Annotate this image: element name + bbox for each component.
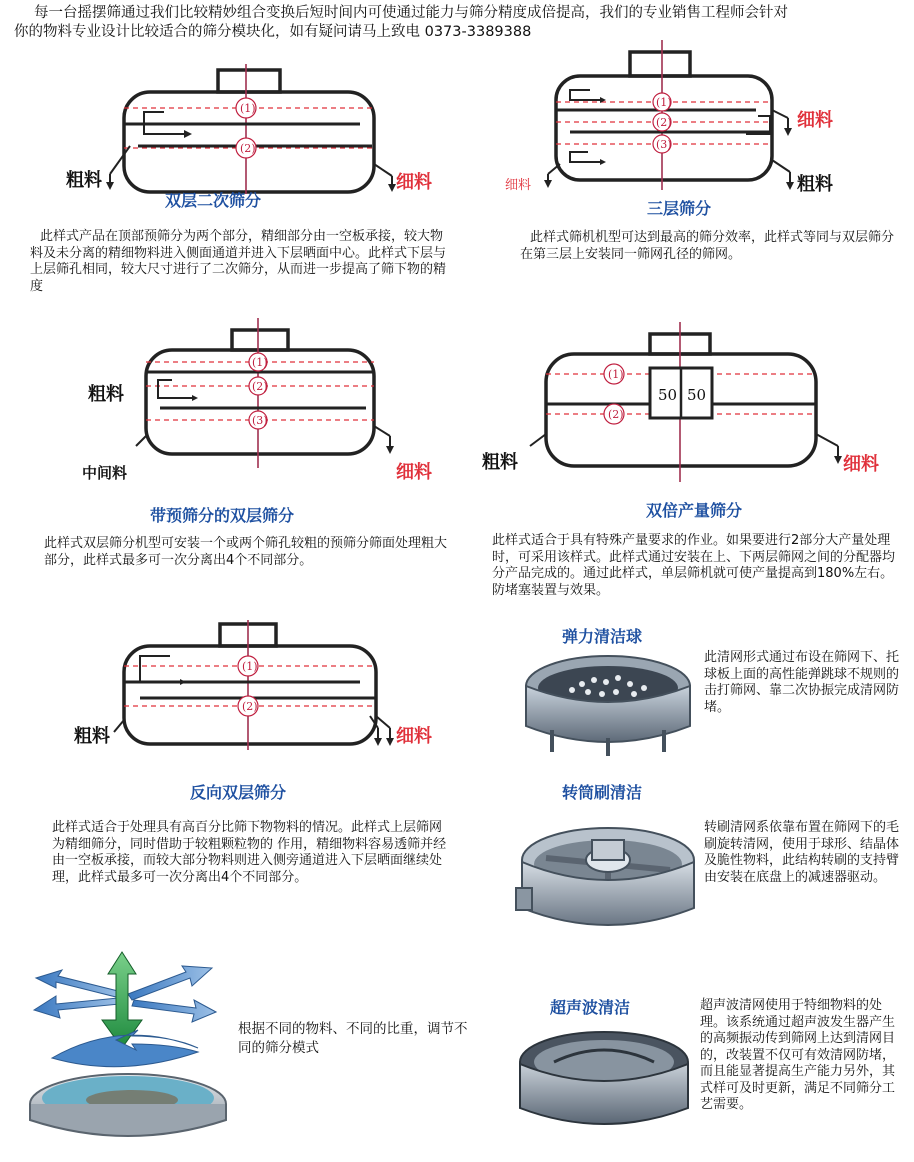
svg-text:(1): (1) bbox=[608, 368, 624, 381]
ultrasonic-machine-image bbox=[514, 1028, 694, 1138]
ultrasonic-desc: 超声波清网使用于特细物料的处理。该系统通过超声波发生器产生的高频振动传到筛网上达到清网目的，改装置不仅可有效清网防堵，而且能显著提高生产能力另外，其式样可及时更新，满足不同筛分工艺需要。 bbox=[700, 998, 896, 1112]
svg-text:50: 50 bbox=[687, 386, 707, 404]
reverse-coarse-label: 粗料 bbox=[74, 726, 110, 747]
intro-text bbox=[14, 4, 904, 42]
ultrasonic-title: 超声波清洁 bbox=[550, 998, 631, 1017]
svg-text:50: 50 bbox=[658, 386, 678, 404]
svg-text:(3): (3) bbox=[656, 138, 672, 151]
double-secondary-title: 双层二次筛分 bbox=[165, 191, 262, 210]
double-output-fine-label: 细料 bbox=[843, 454, 879, 475]
svg-text:(1): (1) bbox=[252, 356, 268, 369]
reverse-diagram bbox=[110, 620, 420, 750]
pre-screen-coarse-label: 粗料 bbox=[88, 384, 124, 405]
reverse-fine-label: 细料 bbox=[396, 726, 432, 747]
screening-motion-desc: 根据不同的物料、不同的比重，调节不同的筛分模式 bbox=[238, 1021, 468, 1056]
svg-text:(1): (1) bbox=[242, 660, 258, 673]
reverse-desc: 此样式适合于处理具有高百分比筛下物物料的情况。此样式上层筛网为精细筛分，同时借助于较粗颗粒物的 作用，精细物料容易透筛并经由一空板承接，而较大部分物料则进入侧旁通道进入下层晒面继续处理，此样式最多可一次分离出4个不同部分。 bbox=[52, 820, 447, 885]
double-secondary-desc: 此样式产品在顶部预筛分为两个部分，精细部分由一空板承接，较大物料及未分离的精细物料进入侧面通道并进入下层晒面中心。此样式下层与上层筛孔相同，较大尺寸进行了二次筛分，从而进一步提高了筛下物的精度 bbox=[30, 229, 447, 294]
svg-text:(2): (2) bbox=[240, 142, 256, 155]
pre-screen-middle-label: 中间料 bbox=[82, 464, 128, 482]
three-layer-fine-label: 细料 bbox=[797, 110, 833, 131]
double-output-title: 双倍产量筛分 bbox=[646, 501, 743, 520]
svg-text:(1): (1) bbox=[240, 102, 256, 115]
double-secondary-coarse-label: 粗料 bbox=[66, 170, 102, 191]
pre-screen-desc: 此样式双层筛分机型可安装一个或两个筛孔较粗的预筛分筛面处理粗大部分，此样式最多可一次分离出4个不同部分。 bbox=[44, 536, 448, 568]
three-layer-fine-label-small: 细料 bbox=[505, 178, 532, 193]
three-layer-desc: 此样式筛机机型可达到最高的筛分效率，此样式等同与双层筛分在第三层上安装同一筛网孔径的筛网。 bbox=[520, 230, 895, 262]
rotary-brush-title: 转筒刷清洁 bbox=[562, 783, 643, 802]
intro-line-1: 每一台摇摆筛通过我们比较精妙组合变换后短时间内可使通过能力与筛分精度成倍提高，我们的专业销售工程师会针对 bbox=[34, 5, 788, 21]
bounce-ball-desc: 此清网形式通过布设在筛网下、托球板上面的高性能弹跳球不规则的击打筛网、靠二次协振完成清网防堵。 bbox=[704, 650, 900, 715]
intro-line-2: 你的物料专业设计比较适合的筛分模块化，如有疑问请马上致电 0373-3389388 bbox=[14, 24, 532, 40]
double-output-diagram bbox=[480, 322, 900, 482]
screening-motion-image bbox=[22, 948, 238, 1144]
double-output-desc: 此样式适合于具有特殊产量要求的作业。如果要进行2部分大产量处理时，可采用该样式。此样式通过安装在上、下两层筛网之间的分配器均分产品完成的。通过此样式，单层筛机就可使产量提高到180%左右。防堵塞装置与效果。 bbox=[492, 533, 896, 598]
three-layer-coarse-label: 粗料 bbox=[797, 174, 833, 195]
pre-screen-diagram bbox=[130, 318, 430, 468]
svg-text:(2): (2) bbox=[252, 380, 268, 393]
double-secondary-fine-label: 细料 bbox=[396, 172, 432, 193]
pre-screen-fine-label: 细料 bbox=[396, 462, 432, 483]
svg-text:(2): (2) bbox=[656, 116, 672, 129]
rotary-brush-machine-image bbox=[516, 818, 696, 948]
svg-text:(2): (2) bbox=[242, 700, 258, 713]
double-secondary-diagram bbox=[60, 64, 420, 194]
svg-text:(3): (3) bbox=[252, 414, 268, 427]
double-output-coarse-label: 粗料 bbox=[482, 452, 518, 473]
reverse-title: 反向双层筛分 bbox=[190, 783, 287, 802]
svg-text:(1): (1) bbox=[656, 96, 672, 109]
three-layer-title: 三层筛分 bbox=[647, 199, 712, 218]
bounce-ball-machine-image bbox=[522, 648, 694, 758]
bounce-ball-title: 弹力清洁球 bbox=[562, 627, 643, 646]
pre-screen-title: 带预筛分的双层筛分 bbox=[150, 506, 295, 525]
rotary-brush-desc: 转刷清网系依靠布置在筛网下的毛刷旋转清网，使用于球形、结晶体及脆性物料，此结构转刷的支持臂由安装在底盘上的减速器驱动。 bbox=[704, 820, 900, 885]
svg-text:(2): (2) bbox=[608, 408, 624, 421]
